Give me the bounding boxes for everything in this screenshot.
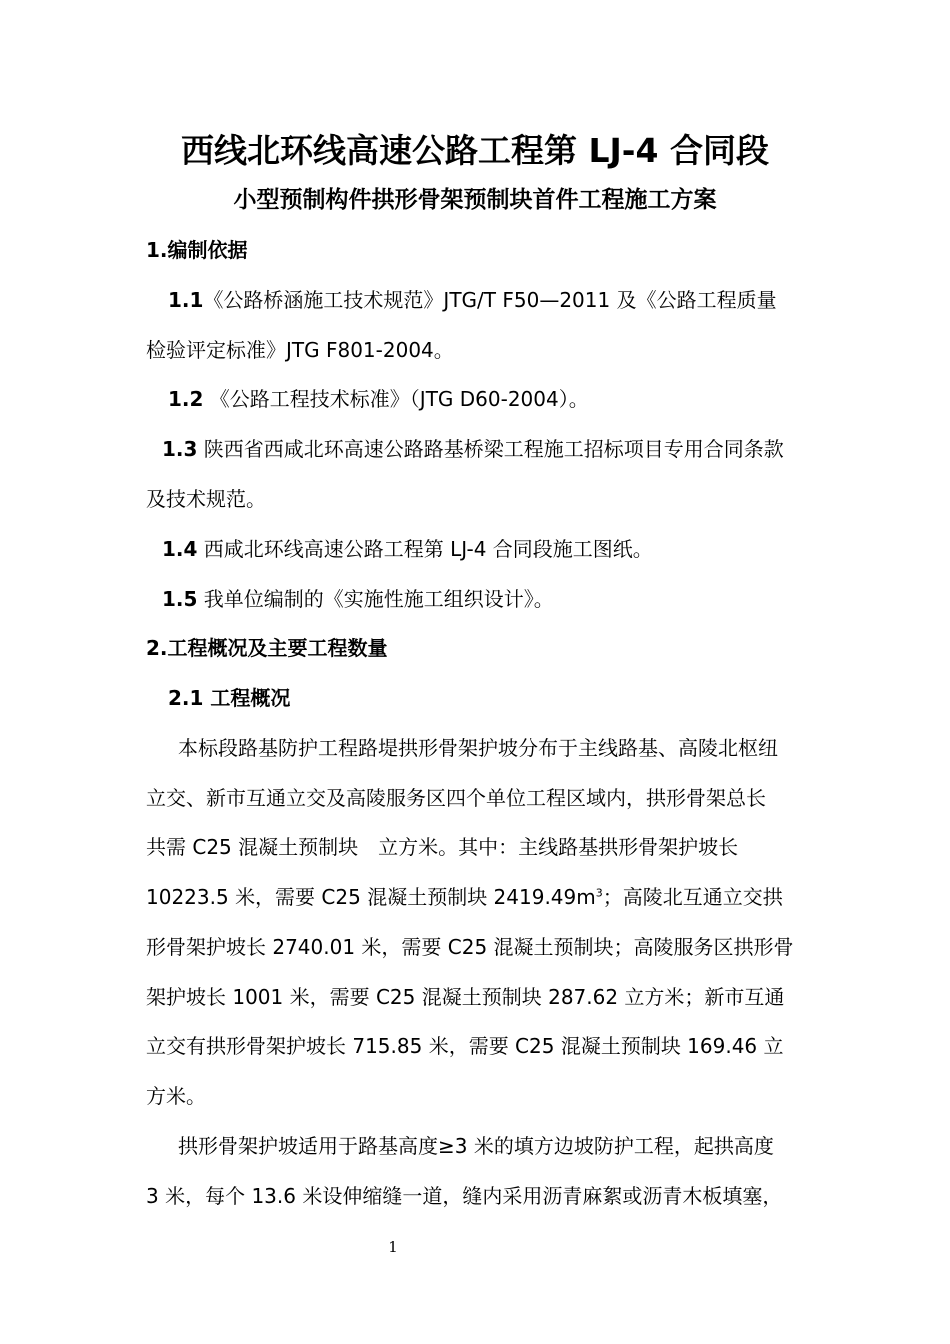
- paragraph-line: 拱形骨架护坡适用于路基高度≥3 米的填方边坡防护工程，起拱高度: [178, 1134, 774, 1158]
- item-1-1-continued: 检验评定标准》JTG F801-2004。: [146, 338, 454, 362]
- item-1-4: [162, 534, 882, 564]
- paragraph-line: 立交有拱形骨架护坡长 715.85 米，需要 C25 混凝土预制块 169.46 立: [146, 1034, 784, 1058]
- paragraph-text: ；高陵北互通立交拱: [602, 885, 783, 909]
- item-1-3-continued: 及技术规范。: [146, 487, 266, 511]
- page-number: 1: [388, 1238, 398, 1256]
- item-1-3-text: 陕西省西咸北环高速公路路基桥梁工程施工招标项目专用合同条款: [197, 437, 784, 461]
- paragraph-line: 形骨架护坡长 2740.01 米，需要 C25 混凝土预制块；高陵服务区拱形骨: [146, 935, 794, 959]
- item-1-1-number: 1.1: [168, 288, 204, 312]
- item-1-2-number: 1.2: [168, 387, 204, 411]
- section-1-heading: 1.编制依据: [146, 238, 248, 262]
- superscript: 3: [595, 886, 603, 900]
- paragraph-line: 方米。: [146, 1084, 206, 1108]
- item-1-5-number: 1.5: [162, 587, 198, 611]
- paragraph-line: 3 米，每个 13.6 米设伸缩缝一道，缝内采用沥青麻絮或沥青木板填塞，: [146, 1184, 783, 1208]
- item-1-5: [162, 584, 882, 614]
- section-2-1-heading: 2.1 工程概况: [168, 686, 291, 710]
- item-1-3-number: 1.3: [162, 437, 198, 461]
- paragraph-text: 10223.5 米，需要 C25 混凝土预制块 2419.49m: [146, 885, 596, 909]
- item-1-1: [168, 285, 888, 315]
- item-1-4-number: 1.4: [162, 537, 198, 561]
- paragraph-line: 架护坡长 1001 米，需要 C25 混凝土预制块 287.62 立方米；新市互通: [146, 985, 785, 1009]
- item-1-2-text: 《公路工程技术标准》（JTG D60-2004）。: [203, 387, 589, 411]
- item-1-2: [168, 384, 888, 414]
- item-1-3: [162, 434, 882, 464]
- paragraph-line: 本标段路基防护工程路堤拱形骨架护坡分布于主线路基、高陵北枢纽: [178, 736, 778, 760]
- paragraph-line: [146, 882, 866, 912]
- item-1-5-text: 我单位编制的《实施性施工组织设计》。: [197, 587, 554, 611]
- paragraph-line: 立交、新市互通立交及高陵服务区四个单位工程区域内，拱形骨架总长: [146, 786, 766, 810]
- section-2-heading: 2.工程概况及主要工程数量: [146, 636, 388, 660]
- item-1-1-text: 《公路桥涵施工技术规范》JTG/T F50—2011 及《公路工程质量: [203, 288, 777, 312]
- document-subtitle: 小型预制构件拱形骨架预制块首件工程施工方案: [233, 187, 717, 213]
- item-1-4-text: 西咸北环线高速公路工程第 LJ-4 合同段施工图纸。: [197, 537, 653, 561]
- document-title: 西线北环线高速公路工程第 LJ-4 合同段: [181, 131, 769, 170]
- paragraph-line: 共需 C25 混凝土预制块 立方米。其中：主线路基拱形骨架护坡长: [146, 835, 739, 859]
